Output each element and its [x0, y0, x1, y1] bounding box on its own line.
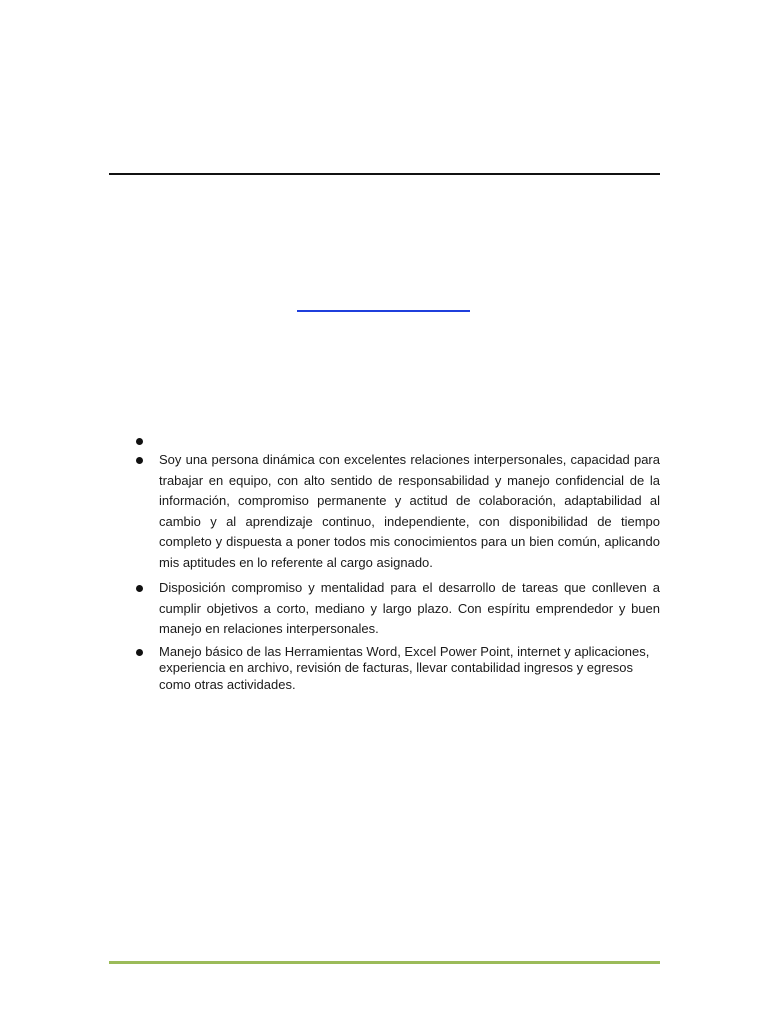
- list-item: [133, 578, 660, 640]
- list-item: [133, 430, 660, 450]
- list-item: [133, 644, 660, 694]
- bullet-icon: [136, 457, 143, 464]
- bullet-text: Manejo básico de las Herramientas Word, Excel Power Point, internet y aplicaciones, experiencia en archivo, revisión de facturas, llevar contabilidad ingresos y egresos como otras actividades.: [159, 643, 650, 692]
- bullet-text: Disposición compromiso y mentalidad para el desarrollo de tareas que conlleven a cumplir objetivos a corto, mediano y largo plazo. Con espíritu emprendedor y buen manejo en relaciones interpersonales.: [159, 580, 660, 636]
- bullet-icon: [136, 438, 143, 445]
- bullet-icon: [136, 585, 143, 592]
- bullet-icon: [136, 649, 143, 656]
- profile-bullet-list: [133, 430, 660, 693]
- list-item: [133, 450, 660, 573]
- bullet-text: Soy una persona dinámica con excelentes relaciones interpersonales, capacidad para trabajar en equipo, con alto sentido de responsabilidad y manejo confidencial de la información, compromiso permanente y actitud de colaboración, adaptabilidad al cambio y al aprendizaje continuo, independiente, con disponibilidad de tiempo completo y dispuesta a poner todos mis conocimientos para un bien común, aplicando mis aptitudes en lo referente al cargo asignado.: [159, 452, 660, 570]
- hyperlink-underline[interactable]: [297, 310, 470, 312]
- footer-divider: [109, 961, 660, 964]
- header-divider: [109, 173, 660, 175]
